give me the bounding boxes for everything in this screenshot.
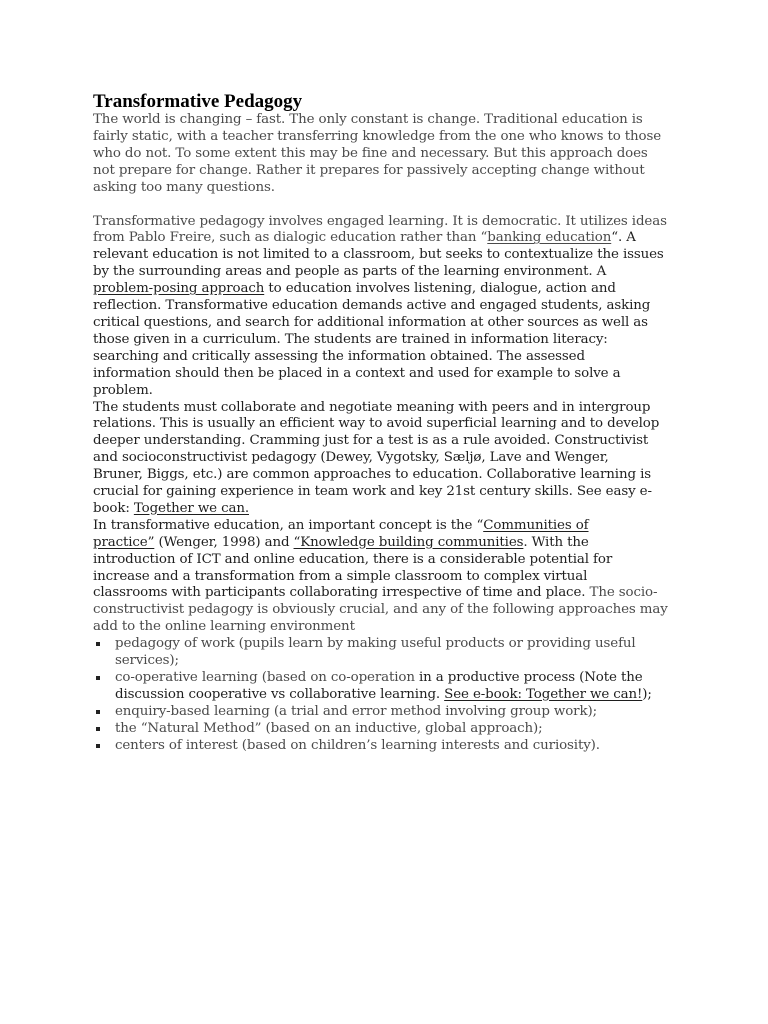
text-line: Transformative pedagogy involves engaged learning. It is democratic. It utilizes ideas xyxy=(93,213,667,229)
paragraph-communities xyxy=(93,518,683,636)
document-page xyxy=(93,91,683,755)
text-span: to education involves listening, dialogue, action and xyxy=(264,281,616,297)
text-span: discussion cooperative vs collaborative learning. xyxy=(115,686,445,702)
list-item-text: centers of interest (based on children’s learning interests and curiosity). xyxy=(115,737,600,753)
approaches-list xyxy=(93,636,683,754)
text-span: co-operative learning (based on co-operation xyxy=(115,670,415,685)
text-line: searching and critically assessing the information obtained. The assessed xyxy=(93,348,585,364)
problem-posing-approach-link[interactable]: problem-posing approach xyxy=(93,281,265,297)
text-line: The students must collaborate and negotiate meaning with peers and in intergroup xyxy=(93,399,651,415)
text-line: those given in a curriculum. The students are trained in information literacy: xyxy=(93,331,608,347)
text-span: “. A xyxy=(611,230,636,246)
list-item xyxy=(93,636,683,670)
text-line: increase and a transformation from a simple classroom to complex virtual xyxy=(93,568,588,584)
text-span: in a productive process (Note the xyxy=(414,670,643,685)
communities-of-practice-link[interactable]: Communities of xyxy=(483,517,589,533)
paragraph-collaboration xyxy=(93,400,683,518)
list-item-text xyxy=(115,670,683,687)
square-bullet-icon xyxy=(96,710,100,714)
square-bullet-icon xyxy=(96,642,100,646)
list-item xyxy=(93,721,683,738)
together-we-can-link[interactable]: Together we can. xyxy=(133,500,249,516)
text-line: and socioconstructivist pedagogy (Dewey, Vygotsky, Sæljø, Lave and Wenger, xyxy=(93,450,609,466)
text-span: The socio- xyxy=(585,585,658,601)
text-line xyxy=(93,535,683,552)
text-line: deeper understanding. Cramming just for a test is as a rule avoided. Constructivist xyxy=(93,433,649,449)
text-line xyxy=(93,281,683,298)
text-line: add to the online learning environment xyxy=(93,619,355,635)
square-bullet-icon xyxy=(96,676,100,680)
intro-paragraph xyxy=(93,112,683,197)
text-line: information should then be placed in a context and used for example to solve a xyxy=(93,365,621,381)
text-line: relations. This is usually an efficient way to avoid superficial learning and to develop xyxy=(93,416,660,432)
page-title: Transformative Pedagogy xyxy=(93,91,303,112)
text-line xyxy=(93,585,683,602)
list-item-text: enquiry-based learning (a trial and error method involving group work); xyxy=(115,703,597,719)
see-ebook-together-we-can-link[interactable]: See e-book: Together we can! xyxy=(444,686,643,702)
text-span: ); xyxy=(642,686,652,702)
list-item-text: the “Natural Method” (based on an inductive, global approach); xyxy=(115,720,543,736)
list-item-text: services); xyxy=(115,653,179,669)
list-item xyxy=(93,738,683,755)
text-span: book: xyxy=(93,500,134,516)
text-span: In transformative education, an important concept is the “ xyxy=(93,517,484,533)
intro-line: not prepare for change. Rather it prepares for passively accepting change without xyxy=(93,162,645,178)
paragraph-engaged-learning xyxy=(93,214,683,400)
list-item xyxy=(93,704,683,721)
text-line xyxy=(93,501,683,518)
list-item-text: pedagogy of work (pupils learn by making useful products or providing useful xyxy=(115,636,636,652)
text-line: reflection. Transformative education demands active and engaged students, asking xyxy=(93,298,651,314)
communities-of-practice-link-cont[interactable]: practice” xyxy=(93,534,155,550)
text-span: . With the xyxy=(523,534,589,550)
intro-line: fairly static, with a teacher transferring knowledge from the one who knows to those xyxy=(93,128,662,144)
knowledge-building-communities-link[interactable]: “Knowledge building communities xyxy=(293,534,524,550)
text-line: relevant education is not limited to a classroom, but seeks to contextualize the issues xyxy=(93,247,664,263)
text-span: classrooms with participants collaborating irrespective of time and place. xyxy=(93,585,586,601)
text-line: problem. xyxy=(93,382,153,398)
intro-line: The world is changing – fast. The only constant is change. Traditional education is xyxy=(93,112,643,127)
list-item-text xyxy=(115,687,683,704)
paragraph-gap xyxy=(93,197,683,214)
text-line xyxy=(93,518,683,535)
text-line xyxy=(93,230,683,247)
intro-line: who do not. To some extent this may be fine and necessary. But this approach does xyxy=(93,145,648,161)
list-item xyxy=(93,670,683,704)
square-bullet-icon xyxy=(96,744,100,748)
text-line: introduction of ICT and online education, there is a considerable potential for xyxy=(93,551,613,567)
text-line: constructivist pedagogy is obviously crucial, and any of the following approaches may xyxy=(93,602,668,618)
text-line: by the surrounding areas and people as parts of the learning environment. A xyxy=(93,264,607,280)
banking-education-link[interactable]: banking education xyxy=(487,230,612,246)
text-span: from Pablo Freire, such as dialogic education rather than “ xyxy=(93,230,488,246)
square-bullet-icon xyxy=(96,727,100,731)
text-line: critical questions, and search for additional information at other sources as well as xyxy=(93,314,648,330)
text-line: Bruner, Biggs, etc.) are common approaches to education. Collaborative learning is xyxy=(93,467,651,483)
text-span: (Wenger, 1998) and xyxy=(154,534,294,550)
text-line: crucial for gaining experience in team work and key 21st century skills. See easy e- xyxy=(93,484,652,500)
intro-line: asking too many questions. xyxy=(93,179,275,195)
